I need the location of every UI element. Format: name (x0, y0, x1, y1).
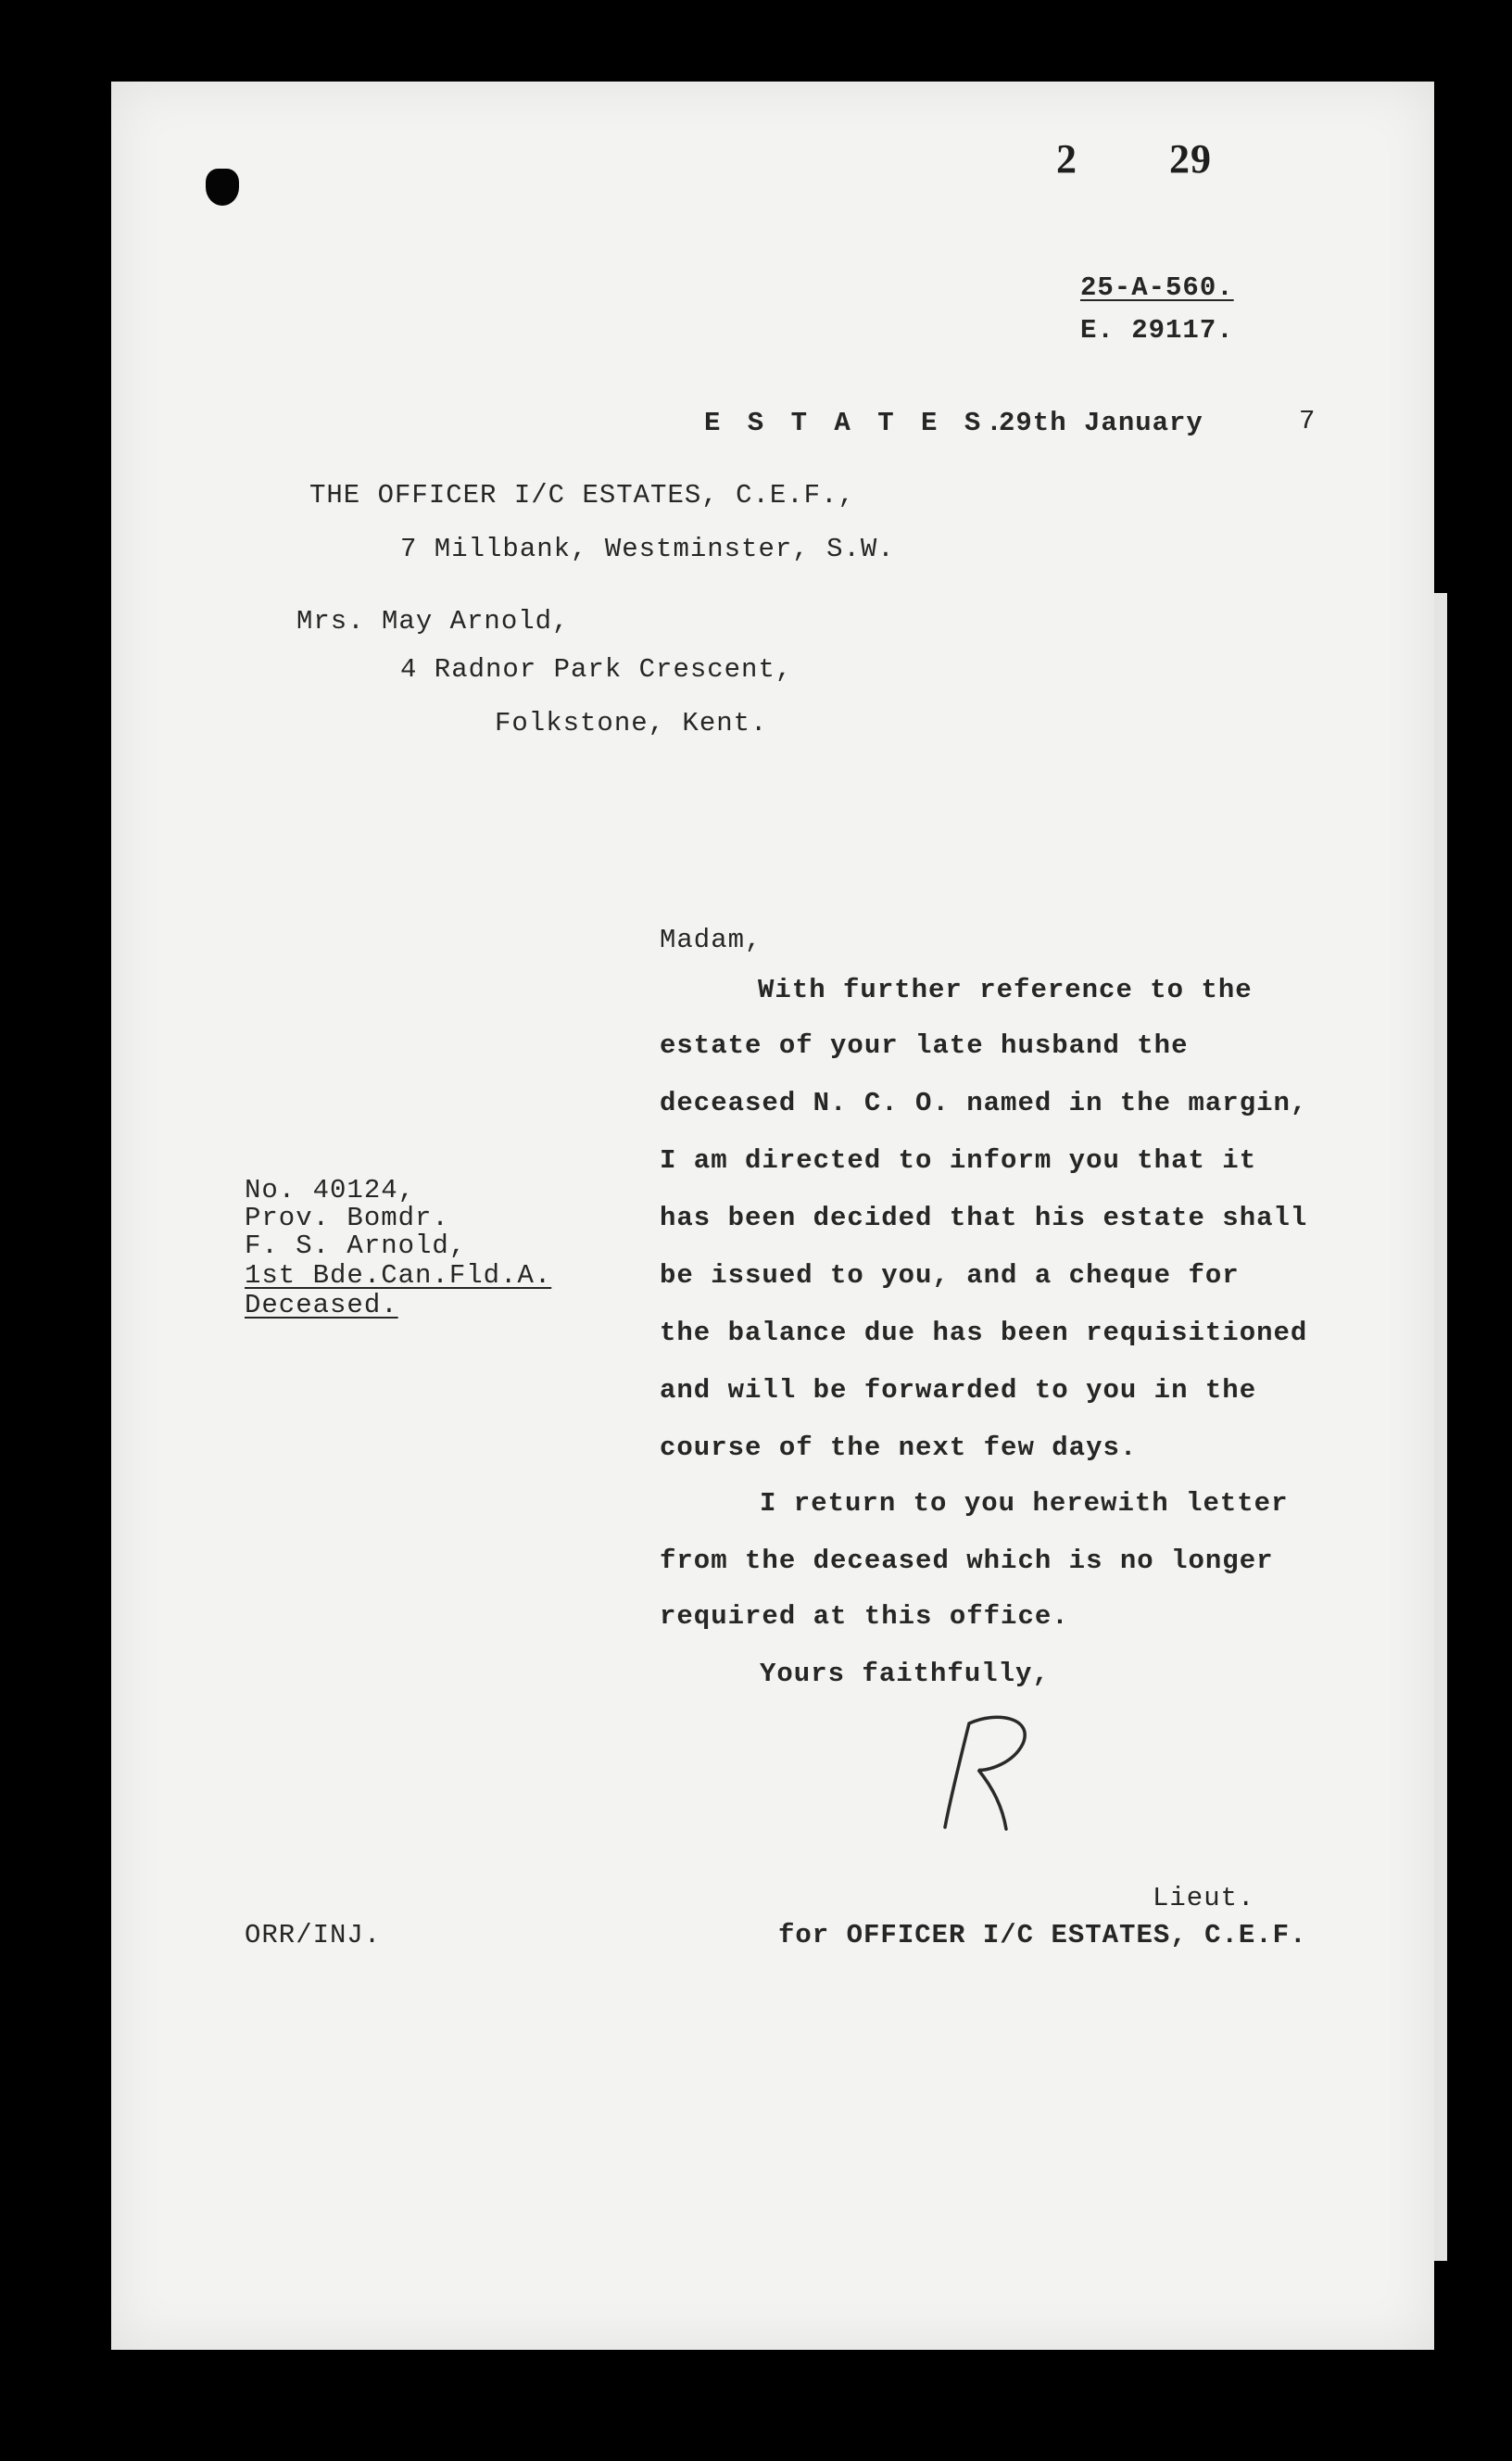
body-line: the balance due has been requisitioned (660, 1318, 1308, 1348)
margin-service-number: No. 40124, (245, 1175, 416, 1205)
salutation: Madam, (660, 925, 762, 955)
body-line: deceased N. C. O. named in the margin, (660, 1088, 1308, 1118)
sender-line-2: 7 Millbank, Westminster, S.W. (400, 534, 895, 564)
signatory-line: for OFFICER I/C ESTATES, C.E.F. (778, 1920, 1307, 1950)
body-line: course of the next few days. (660, 1432, 1138, 1463)
closing: Yours faithfully, (760, 1659, 1050, 1689)
estate-reference: E. 29117. (1080, 315, 1234, 346)
margin-unit: 1st Bde.Can.Fld.A. (245, 1260, 552, 1291)
margin-status: Deceased. (245, 1290, 398, 1320)
punch-hole (206, 169, 239, 206)
body-line: I return to you herewith letter (760, 1488, 1289, 1519)
file-reference: 25-A-560. (1080, 272, 1234, 303)
typist-initials: ORR/INJ. (245, 1920, 382, 1950)
signatory-rank: Lieut. (1153, 1883, 1255, 1913)
body-line: from the deceased which is no longer (660, 1546, 1274, 1576)
recipient-town: Folkstone, Kent. (495, 708, 768, 738)
body-line: be issued to you, and a cheque for (660, 1260, 1240, 1291)
body-line: I am directed to inform you that it (660, 1145, 1257, 1176)
handwritten-signature (941, 1705, 1052, 1835)
paper-edge (1434, 593, 1447, 2261)
body-line: has been decided that his estate shall (660, 1203, 1308, 1233)
date-year-fragment: 7 (1299, 406, 1317, 436)
body-line: With further reference to the (758, 975, 1253, 1005)
recipient-name: Mrs. May Arnold, (296, 606, 570, 637)
body-line: and will be forwarded to you in the (660, 1375, 1257, 1406)
page-number-left: 2 (1056, 136, 1077, 182)
body-line: required at this office. (660, 1601, 1069, 1632)
sender-line-1: THE OFFICER I/C ESTATES, C.E.F., (309, 480, 855, 511)
page-number-right: 29 (1169, 136, 1212, 182)
body-line: estate of your late husband the (660, 1030, 1189, 1061)
margin-rank: Prov. Bomdr. (245, 1203, 449, 1233)
letter-date: 29th January (999, 408, 1203, 438)
department-heading: E S T A T E S. (704, 408, 1008, 438)
margin-soldier-name: F. S. Arnold, (245, 1230, 467, 1261)
recipient-street: 4 Radnor Park Crescent, (400, 654, 793, 685)
